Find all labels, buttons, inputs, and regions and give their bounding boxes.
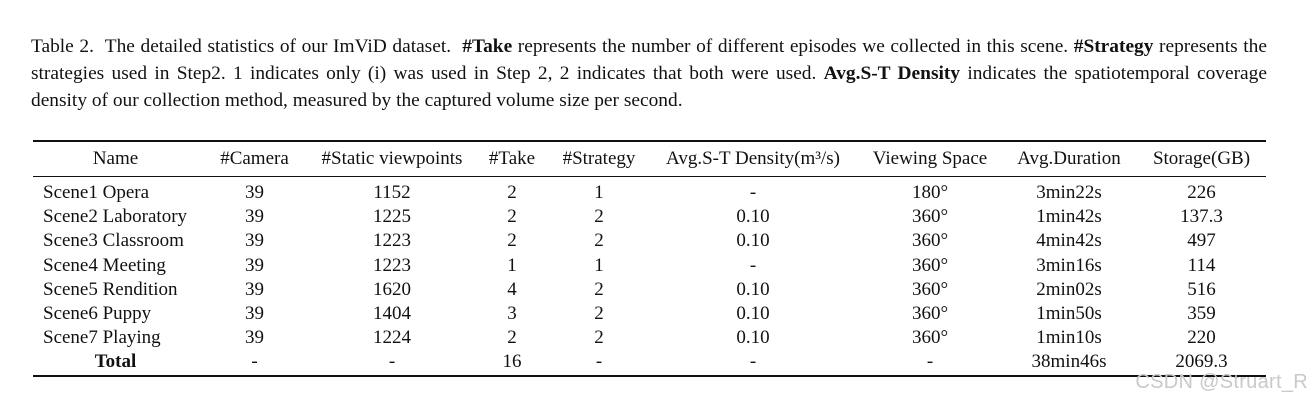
table-cell: 137.3 <box>1180 206 1223 228</box>
table-cell: 226 <box>1187 182 1216 204</box>
table-cell: 1 <box>594 182 604 204</box>
table-cell: 0.10 <box>736 230 770 252</box>
table-cell: 1620 <box>373 278 411 300</box>
table-cell: 497 <box>1187 230 1216 252</box>
table-cell: 0.10 <box>736 303 770 325</box>
caption-label: Table 2. <box>31 36 94 57</box>
total-cell: - <box>749 351 757 373</box>
total-cell: - <box>595 351 603 373</box>
table-cell: 2 <box>507 206 517 228</box>
table-cell: 360° <box>911 230 949 252</box>
caption-intro: The detailed statistics of our ImViD dataset. <box>104 36 452 57</box>
table-cell: 1223 <box>373 254 411 276</box>
table-cell: 1min50s <box>1036 303 1102 325</box>
table-cell: 2 <box>594 230 604 252</box>
table-body <box>33 177 1266 376</box>
column-header: Name <box>92 148 139 169</box>
table-cell: 516 <box>1187 278 1216 300</box>
column-header: Avg.S-T Density(m³/s) <box>666 148 840 169</box>
table-cell: 360° <box>911 303 949 325</box>
table-cell: 1min42s <box>1036 206 1102 228</box>
scene-name-cell: Scene4 Meeting <box>43 254 166 276</box>
caption-desc-density: indicates the spatiotemporal coverage density of our collection method, measured by the captured volume size per second. <box>31 63 1267 111</box>
table-cell: 114 <box>1187 254 1216 276</box>
table-cell: - <box>749 254 757 276</box>
table-cell: 2 <box>507 327 517 349</box>
column-header: Avg.Duration <box>1017 148 1121 169</box>
caption-term-density: Avg.S-T Density <box>823 63 961 84</box>
column-header: #Strategy <box>562 148 636 169</box>
table-cell: 39 <box>245 278 264 300</box>
table-cell: 360° <box>911 278 949 300</box>
table-cell: 2 <box>594 278 604 300</box>
table-cell: 3min16s <box>1036 254 1102 276</box>
column-header: #Take <box>488 148 536 169</box>
table-cell: 4 <box>507 278 517 300</box>
scene-name-cell: Scene3 Classroom <box>43 230 184 252</box>
total-cell: - <box>926 351 934 373</box>
total-cell: 16 <box>502 351 522 373</box>
total-cell: - <box>251 351 258 373</box>
scene-name-cell: Scene5 Rendition <box>43 278 178 300</box>
total-cell: - <box>388 351 396 373</box>
table-row <box>33 326 1266 350</box>
table-cell: 1152 <box>373 182 411 204</box>
table-cell: 39 <box>245 230 264 252</box>
table-cell: 39 <box>245 182 264 204</box>
table-header <box>33 141 1266 177</box>
table-cell: 2 <box>594 206 604 228</box>
table-cell: 1223 <box>373 230 411 252</box>
table-cell: - <box>749 182 757 204</box>
table-cell: 0.10 <box>736 327 770 349</box>
total-cell: 38min46s <box>1031 351 1107 373</box>
table-cell: 1404 <box>373 303 411 325</box>
table-cell: 360° <box>911 327 949 349</box>
scene-name-cell: Scene2 Laboratory <box>43 206 188 228</box>
table-cell: 220 <box>1187 327 1216 349</box>
table-row <box>33 177 1266 206</box>
table-cell: 1 <box>507 254 517 276</box>
table-cell: 360° <box>911 254 949 276</box>
table-cell: 0.10 <box>736 278 770 300</box>
table-cell: 3 <box>507 303 517 325</box>
table-row <box>33 302 1266 326</box>
table-cell: 2min02s <box>1036 278 1102 300</box>
table-cell: 1min10s <box>1036 327 1102 349</box>
column-header: Storage(GB) <box>1152 148 1251 169</box>
table-cell: 39 <box>245 327 264 349</box>
table-cell: 360° <box>911 206 949 228</box>
table-cell: 1225 <box>373 206 411 228</box>
header-row <box>33 141 1266 177</box>
table-row <box>33 254 1266 278</box>
total-cell: 2069.3 <box>1175 351 1228 373</box>
table-cell: 39 <box>245 206 264 228</box>
total-label-cell: Total <box>94 351 137 373</box>
caption-desc-take: represents the number of different episodes we collected in this scene. <box>517 36 1069 57</box>
total-row <box>33 350 1266 375</box>
table-cell: 2 <box>507 182 517 204</box>
table-cell: 1 <box>594 254 604 276</box>
statistics-table <box>33 140 1266 377</box>
caption-desc-strategy: represents the strategies used in Step2. 1 indicates only (i) was used in Step 2, 2 indicates that both were used. <box>31 36 1267 84</box>
table-cell: 1224 <box>373 327 411 349</box>
table-row <box>33 229 1266 253</box>
caption-term-strategy: #Strategy <box>1073 36 1154 57</box>
column-header: #Static viewpoints <box>321 148 463 169</box>
scene-name-cell: Scene7 Playing <box>43 327 161 349</box>
table-cell: 359 <box>1187 303 1216 325</box>
table-row <box>33 278 1266 302</box>
scene-name-cell: Scene6 Puppy <box>43 303 152 325</box>
table-cell: 3min22s <box>1036 182 1102 204</box>
caption-term-take: #Take <box>462 36 513 57</box>
table-caption <box>31 33 1267 114</box>
table-cell: 39 <box>245 303 264 325</box>
table-cell: 2 <box>507 230 517 252</box>
table-cell: 0.10 <box>736 206 770 228</box>
table-cell: 2 <box>594 303 604 325</box>
table-row <box>33 205 1266 229</box>
table-cell: 4min42s <box>1036 230 1102 252</box>
statistics-table-container <box>33 140 1266 377</box>
column-header: #Camera <box>220 148 289 169</box>
column-header: Viewing Space <box>872 148 988 169</box>
table-cell: 39 <box>245 254 264 276</box>
table-cell: 2 <box>594 327 604 349</box>
table-cell: 180° <box>911 182 949 204</box>
scene-name-cell: Scene1 Opera <box>43 182 150 204</box>
watermark: CSDN @Struart_R <box>1135 371 1308 393</box>
